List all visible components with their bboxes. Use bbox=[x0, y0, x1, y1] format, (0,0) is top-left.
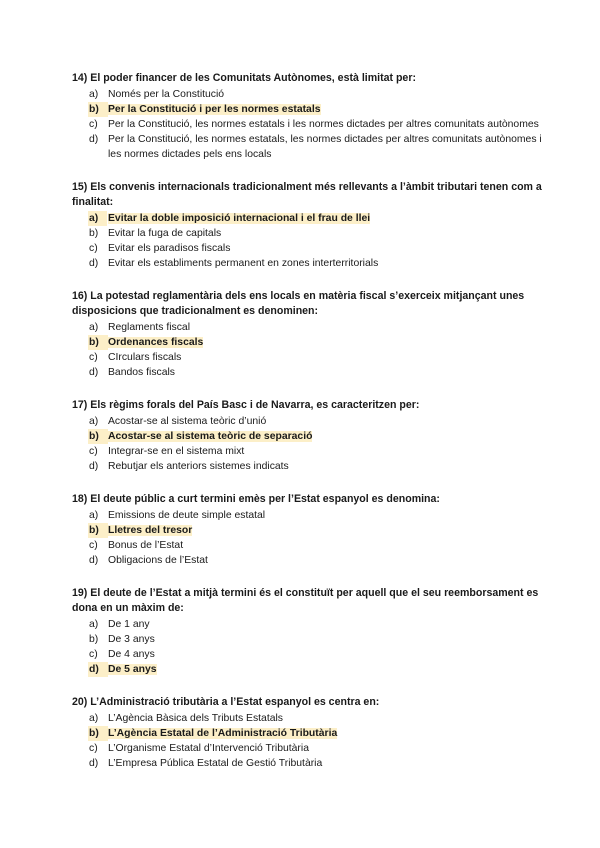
option-list bbox=[72, 320, 542, 380]
option-c bbox=[72, 538, 542, 553]
option-letter: a) bbox=[89, 89, 99, 100]
option-a bbox=[72, 320, 542, 335]
option-d bbox=[72, 756, 542, 771]
option-a bbox=[72, 711, 542, 726]
option-letter: d) bbox=[89, 367, 99, 378]
option-letter: a) bbox=[88, 211, 107, 226]
option-text: Rebutjar els anteriors sistemes indicats bbox=[108, 461, 289, 472]
option-list bbox=[72, 617, 542, 677]
option-b-correct bbox=[72, 726, 542, 741]
option-text: Evitar la doble imposició internacional i el frau de llei bbox=[108, 213, 371, 224]
option-letter: b) bbox=[89, 634, 99, 645]
option-b-correct bbox=[72, 523, 542, 538]
option-text: Lletres del tresor bbox=[108, 525, 193, 536]
question-14 bbox=[72, 71, 542, 162]
option-text: Només per la Constitució bbox=[108, 89, 225, 100]
option-letter: c) bbox=[89, 743, 98, 754]
option-d bbox=[72, 553, 542, 568]
option-letter: c) bbox=[89, 243, 98, 254]
option-letter: d) bbox=[89, 555, 99, 566]
option-letter: a) bbox=[89, 510, 99, 521]
option-letter: d) bbox=[89, 461, 99, 472]
option-list bbox=[72, 508, 542, 568]
option-text: Obligacions de l’Estat bbox=[108, 555, 208, 566]
option-text: De 1 any bbox=[108, 619, 150, 630]
option-text: L’Organisme Estatal d’Intervenció Tributària bbox=[108, 743, 309, 754]
question-title: 16) La potestad reglamentària dels ens locals en matèria fiscal s’exerceix mitjançant unes disposicions que tradicionalment es denominen: bbox=[72, 290, 525, 317]
option-text: Reglaments fiscal bbox=[108, 322, 191, 333]
question-title: 15) Els convenis internacionals tradicionalment més rellevants a l’àmbit tributari tenen com a finalitat: bbox=[72, 181, 542, 208]
option-d bbox=[72, 459, 542, 474]
option-letter: a) bbox=[89, 713, 99, 724]
option-c bbox=[72, 647, 542, 662]
option-letter: b) bbox=[88, 335, 108, 350]
option-text: Integrar-se en el sistema mixt bbox=[108, 446, 245, 457]
option-letter: b) bbox=[88, 429, 108, 444]
question-15 bbox=[72, 180, 542, 271]
option-letter: d) bbox=[89, 758, 99, 769]
option-text: Emissions de deute simple estatal bbox=[108, 510, 266, 521]
option-text: De 5 anys bbox=[108, 664, 157, 675]
option-text: Evitar la fuga de capitals bbox=[108, 228, 222, 239]
option-text: Bonus de l’Estat bbox=[108, 540, 184, 551]
question-title: 19) El deute de l’Estat a mitjà termini és el constituït per aquell que el seu reemborsament es dona en un màxim de: bbox=[72, 587, 539, 614]
option-letter: b) bbox=[88, 726, 108, 741]
option-letter: c) bbox=[89, 446, 98, 457]
option-text: Per la Constitució i per les normes estatals bbox=[108, 104, 321, 115]
option-c bbox=[72, 444, 542, 459]
option-list bbox=[72, 87, 542, 162]
option-b bbox=[72, 632, 542, 647]
option-c bbox=[72, 241, 542, 256]
option-letter: b) bbox=[89, 228, 99, 239]
question-title: 20) L’Administració tributària a l’Estat espanyol es centra en: bbox=[72, 696, 380, 708]
question-title: 14) El poder financer de les Comunitats Autònomes, està limitat per: bbox=[72, 72, 416, 84]
document-page bbox=[72, 71, 542, 789]
question-20 bbox=[72, 695, 542, 771]
option-letter: a) bbox=[89, 619, 99, 630]
option-a bbox=[72, 414, 542, 429]
option-list bbox=[72, 211, 542, 271]
option-a bbox=[72, 87, 542, 102]
option-text: Per la Constitució, les normes estatals i les normes dictades per altres comunitats autònomes bbox=[108, 119, 539, 130]
question-title: 17) Els règims forals del País Basc i de Navarra, es caracteritzen per: bbox=[72, 399, 420, 411]
option-text: Evitar els establiments permanent en zones interterritorials bbox=[108, 258, 379, 269]
option-b bbox=[72, 226, 542, 241]
option-letter: d) bbox=[89, 134, 99, 145]
option-text: L’Agència Estatal de l’Administració Tributària bbox=[108, 728, 338, 739]
option-a bbox=[72, 617, 542, 632]
option-text: CIrculars fiscals bbox=[108, 352, 182, 363]
option-text: Acostar-se al sistema teòric de separació bbox=[108, 431, 313, 442]
option-letter: a) bbox=[89, 416, 99, 427]
option-text: Evitar els paradisos fiscals bbox=[108, 243, 231, 254]
option-a bbox=[72, 508, 542, 523]
question-19 bbox=[72, 586, 542, 677]
option-letter: a) bbox=[89, 322, 99, 333]
option-c bbox=[72, 741, 542, 756]
option-text: De 3 anys bbox=[108, 634, 155, 645]
option-letter: c) bbox=[89, 352, 98, 363]
question-16 bbox=[72, 289, 542, 380]
option-letter: b) bbox=[88, 523, 108, 538]
option-b-correct bbox=[72, 335, 542, 350]
option-b-correct bbox=[72, 429, 542, 444]
option-b-correct bbox=[72, 102, 542, 117]
option-letter: b) bbox=[88, 102, 108, 117]
option-letter: c) bbox=[89, 649, 98, 660]
option-letter: d) bbox=[88, 662, 108, 677]
option-c bbox=[72, 117, 542, 132]
option-letter: c) bbox=[89, 119, 98, 130]
option-letter: c) bbox=[89, 540, 98, 551]
option-list bbox=[72, 711, 542, 771]
option-text: Ordenances fiscals bbox=[108, 337, 204, 348]
option-d bbox=[72, 132, 542, 162]
question-title: 18) El deute públic a curt termini emès per l’Estat espanyol es denomina: bbox=[72, 493, 440, 505]
option-text: De 4 anys bbox=[108, 649, 155, 660]
option-d-correct bbox=[72, 662, 542, 677]
option-text: Per la Constitució, les normes estatals, les normes dictades per altres comunitats autònomes i les normes dictades pels ens locals bbox=[108, 134, 542, 160]
option-a-correct bbox=[72, 211, 542, 226]
option-d bbox=[72, 365, 542, 380]
option-c bbox=[72, 350, 542, 365]
option-letter: d) bbox=[89, 258, 99, 269]
question-18 bbox=[72, 492, 542, 568]
option-text: L’Agència Bàsica dels Tributs Estatals bbox=[108, 713, 284, 724]
option-text: Acostar-se al sistema teòric d’unió bbox=[108, 416, 267, 427]
option-d bbox=[72, 256, 542, 271]
option-text: Bandos fiscals bbox=[108, 367, 175, 378]
question-17 bbox=[72, 398, 542, 474]
option-list bbox=[72, 414, 542, 474]
option-text: L’Empresa Pública Estatal de Gestió Tributària bbox=[108, 758, 323, 769]
